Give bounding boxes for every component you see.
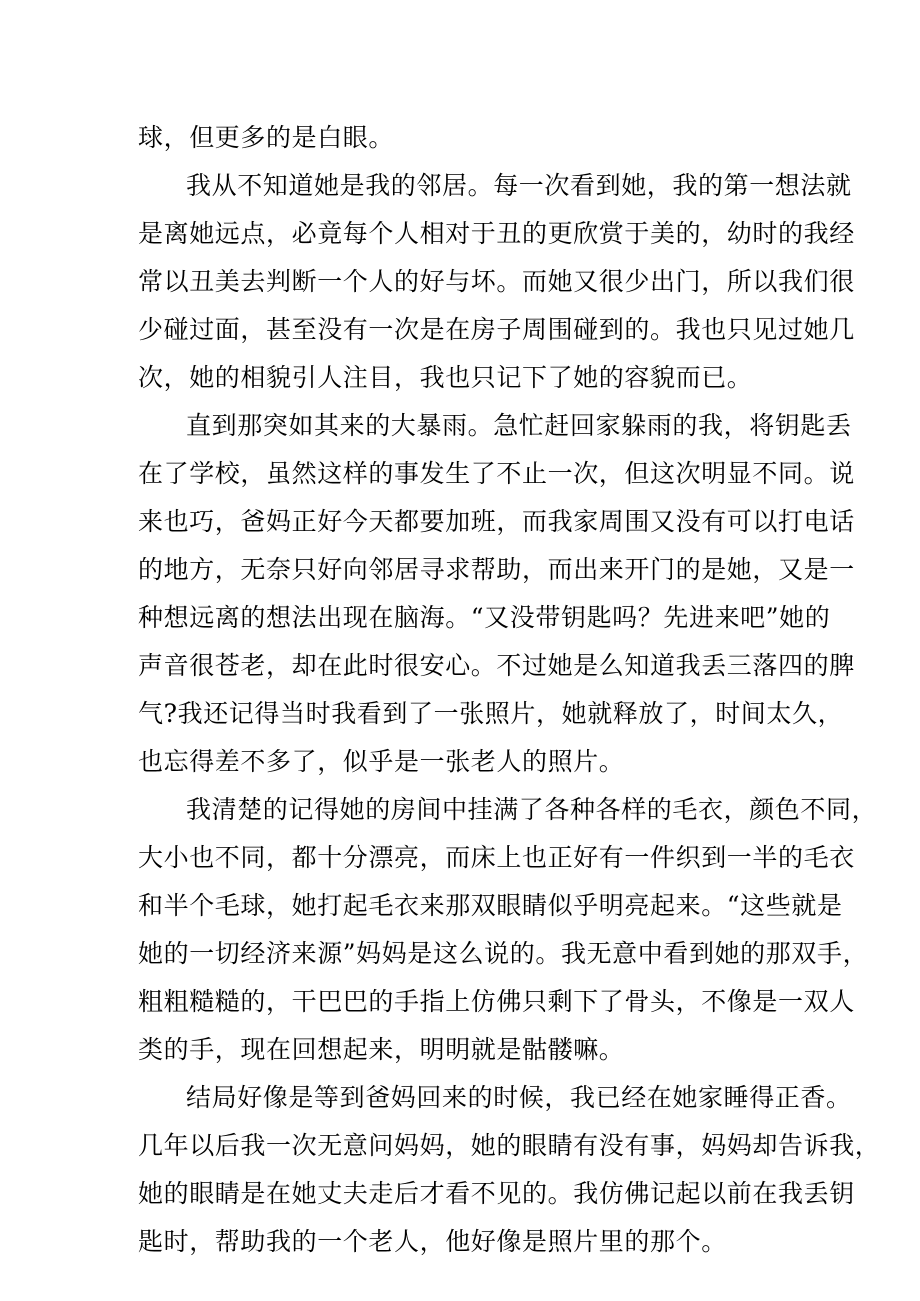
text-line: 是离她远点，必竟每个人相对于丑的更欣赏于美的，幼时的我经	[138, 219, 855, 248]
text-line: 声音很苍老，却在此时很安心。不过她是么知道我丢三落四的脾	[138, 651, 855, 680]
text-line: 在了学校，虽然这样的事发生了不止一次，但这次明显不同。说	[138, 459, 855, 488]
text-line: 常以丑美去判断一个人的好与坏。而她又很少出门，所以我们很	[138, 267, 855, 296]
text-line: 气?我还记得当时我看到了一张照片，她就释放了，时间太久，	[138, 699, 844, 728]
text-line: 几年以后我一次无意问妈妈，她的眼睛有没有事，妈妈却告诉我，	[138, 1131, 881, 1160]
text-line: 匙时，帮助我的一个老人，他好像是照片里的那个。	[138, 1227, 727, 1256]
text-line: 来也巧，爸妈正好今天都要加班，而我家周围又没有可以打电话	[138, 507, 855, 536]
text-line: 大小也不同，都十分漂亮，而床上也正好有一件织到一半的毛衣	[138, 843, 855, 872]
text-line: 球，但更多的是白眼。	[138, 123, 395, 152]
paragraph-first-line: 我从不知道她是我的邻居。每一次看到她，我的第一想法就	[186, 171, 852, 200]
paragraph-first-line: 结局好像是等到爸妈回来的时候，我已经在她家睡得正香。	[186, 1083, 852, 1112]
text-line: 的地方，无奈只好向邻居寻求帮助，而出来开门的是她，又是一	[138, 555, 855, 584]
paragraph-first-line: 我清楚的记得她的房间中挂满了各种各样的毛衣，颜色不同，	[186, 795, 878, 824]
text-line: 也忘得差不多了，似乎是一张老人的照片。	[138, 747, 625, 776]
text-line: 种想远离的想法出现在脑海。“又没带钥匙吗？先进来吧”她的	[138, 603, 831, 632]
text-line: 少碰过面，甚至没有一次是在房子周围碰到的。我也只见过她几	[138, 315, 855, 344]
text-line: 粗粗糙糙的，干巴巴的手指上仿佛只剩下了骨头，不像是一双人	[138, 987, 855, 1016]
text-line: 她的眼睛是在她丈夫走后才看不见的。我仿佛记起以前在我丢钥	[138, 1179, 855, 1208]
text-line: 她的一切经济来源”妈妈是这么说的。我无意中看到她的那双手，	[138, 939, 869, 968]
text-line: 类的手，现在回想起来，明明就是骷髅嘛。	[138, 1035, 625, 1064]
paragraph-first-line: 直到那突如其来的大暴雨。急忙赶回家躲雨的我，将钥匙丢	[186, 411, 852, 440]
text-line: 和半个毛球，她打起毛衣来那双眼睛似乎明亮起来。“这些就是	[138, 891, 843, 920]
text-line: 次，她的相貌引人注目，我也只记下了她的容貌而已。	[138, 363, 753, 392]
